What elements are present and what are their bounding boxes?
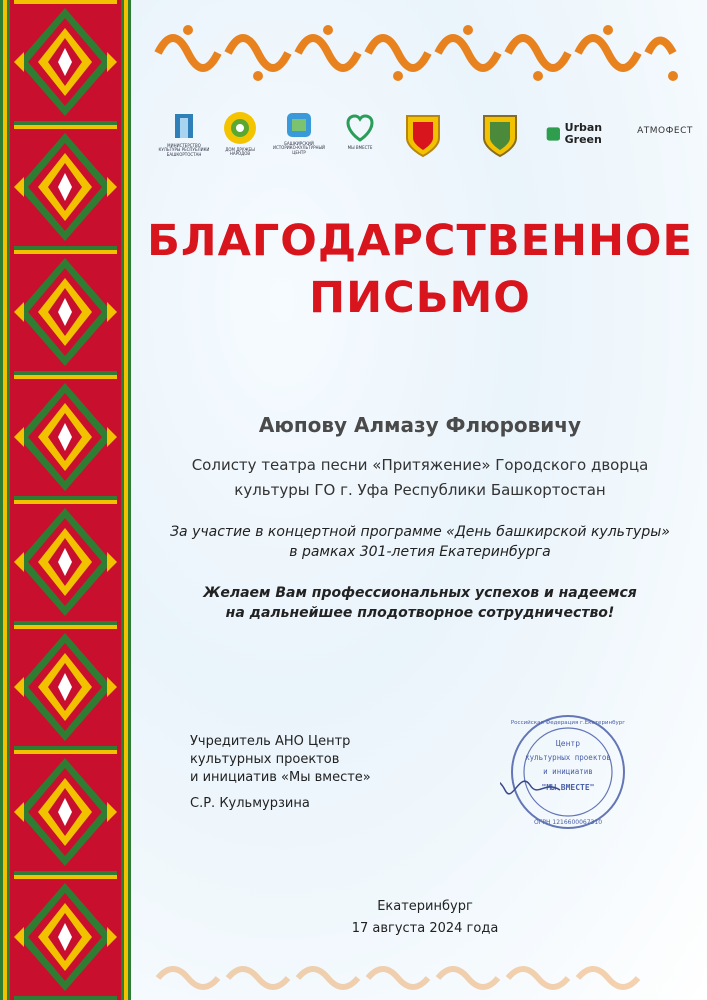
svg-text:ОГРН 1216600067310: ОГРН 1216600067310 xyxy=(533,819,603,826)
founder-block: Учредитель АНО Центр культурных проектов и инициатив «Мы вместе» xyxy=(190,734,371,785)
svg-text:Центр: Центр xyxy=(555,739,581,748)
ministry-culture-logo: МИНИСТЕРСТВО КУЛЬТУРЫ РЕСПУБЛИКИ БАШКОРТОСТАН xyxy=(158,110,210,157)
sverdlovsk-coat-of-arms xyxy=(398,110,448,158)
footer-place-date xyxy=(300,896,550,940)
recipient-description: Солисту театра песни «Притяжение» Городского дворца культуры ГО г. Уфа Республики Башкортостан xyxy=(191,456,649,499)
svg-text:"МЫ ВМЕСТЕ": "МЫ ВМЕСТЕ" xyxy=(541,783,595,792)
recipient-name: Аюпову Алмазу Флюровичу xyxy=(258,413,582,437)
top-ornament-band xyxy=(148,18,693,88)
left-ornament-border xyxy=(0,0,131,1000)
participation-text: За участие в концертной программе «День башкирской культуры» в рамках 301-летия Екатеринбурга xyxy=(170,524,670,560)
friendship-house-logo: ДОМ ДРУЖБЫ НАРОДОВ xyxy=(215,110,265,157)
wish-text: Желаем Вам профессиональных успехов и надеемся на дальнейшее плодотворное сотрудничество! xyxy=(203,585,637,621)
partner-logos xyxy=(150,110,700,180)
footer-city: Екатеринбург xyxy=(377,899,473,914)
bashkir-center-logo: БАШКИРСКИЙ ИСТОРИКО-КУЛЬТУРНЫЙ ЦЕНТР xyxy=(272,110,326,155)
footer-date: 17 августа 2024 года xyxy=(351,921,499,936)
document-title-line2: ПИСЬМО xyxy=(309,273,531,323)
urban-green-logo: Urban Green xyxy=(545,122,630,146)
ekaterinburg-coat-of-arms xyxy=(475,110,525,158)
atmofest-logo: АТМОФЕСТ xyxy=(637,126,693,136)
svg-text:Российская Федерация г.Екатери: Российская Федерация г.Екатеринбург xyxy=(510,720,626,726)
organization-stamp xyxy=(500,710,630,835)
document-title: БЛАГОДАРСТВЕННОЕ xyxy=(147,216,693,266)
signatory-name: С.Р. Кульмурзина xyxy=(190,796,310,811)
svg-text:культурных проектов: культурных проектов xyxy=(525,753,611,762)
svg-text:и инициатив: и инициатив xyxy=(543,767,593,776)
my-vmeste-logo: МЫ ВМЕСТЕ xyxy=(335,110,385,150)
bottom-ornament-band xyxy=(148,958,693,998)
